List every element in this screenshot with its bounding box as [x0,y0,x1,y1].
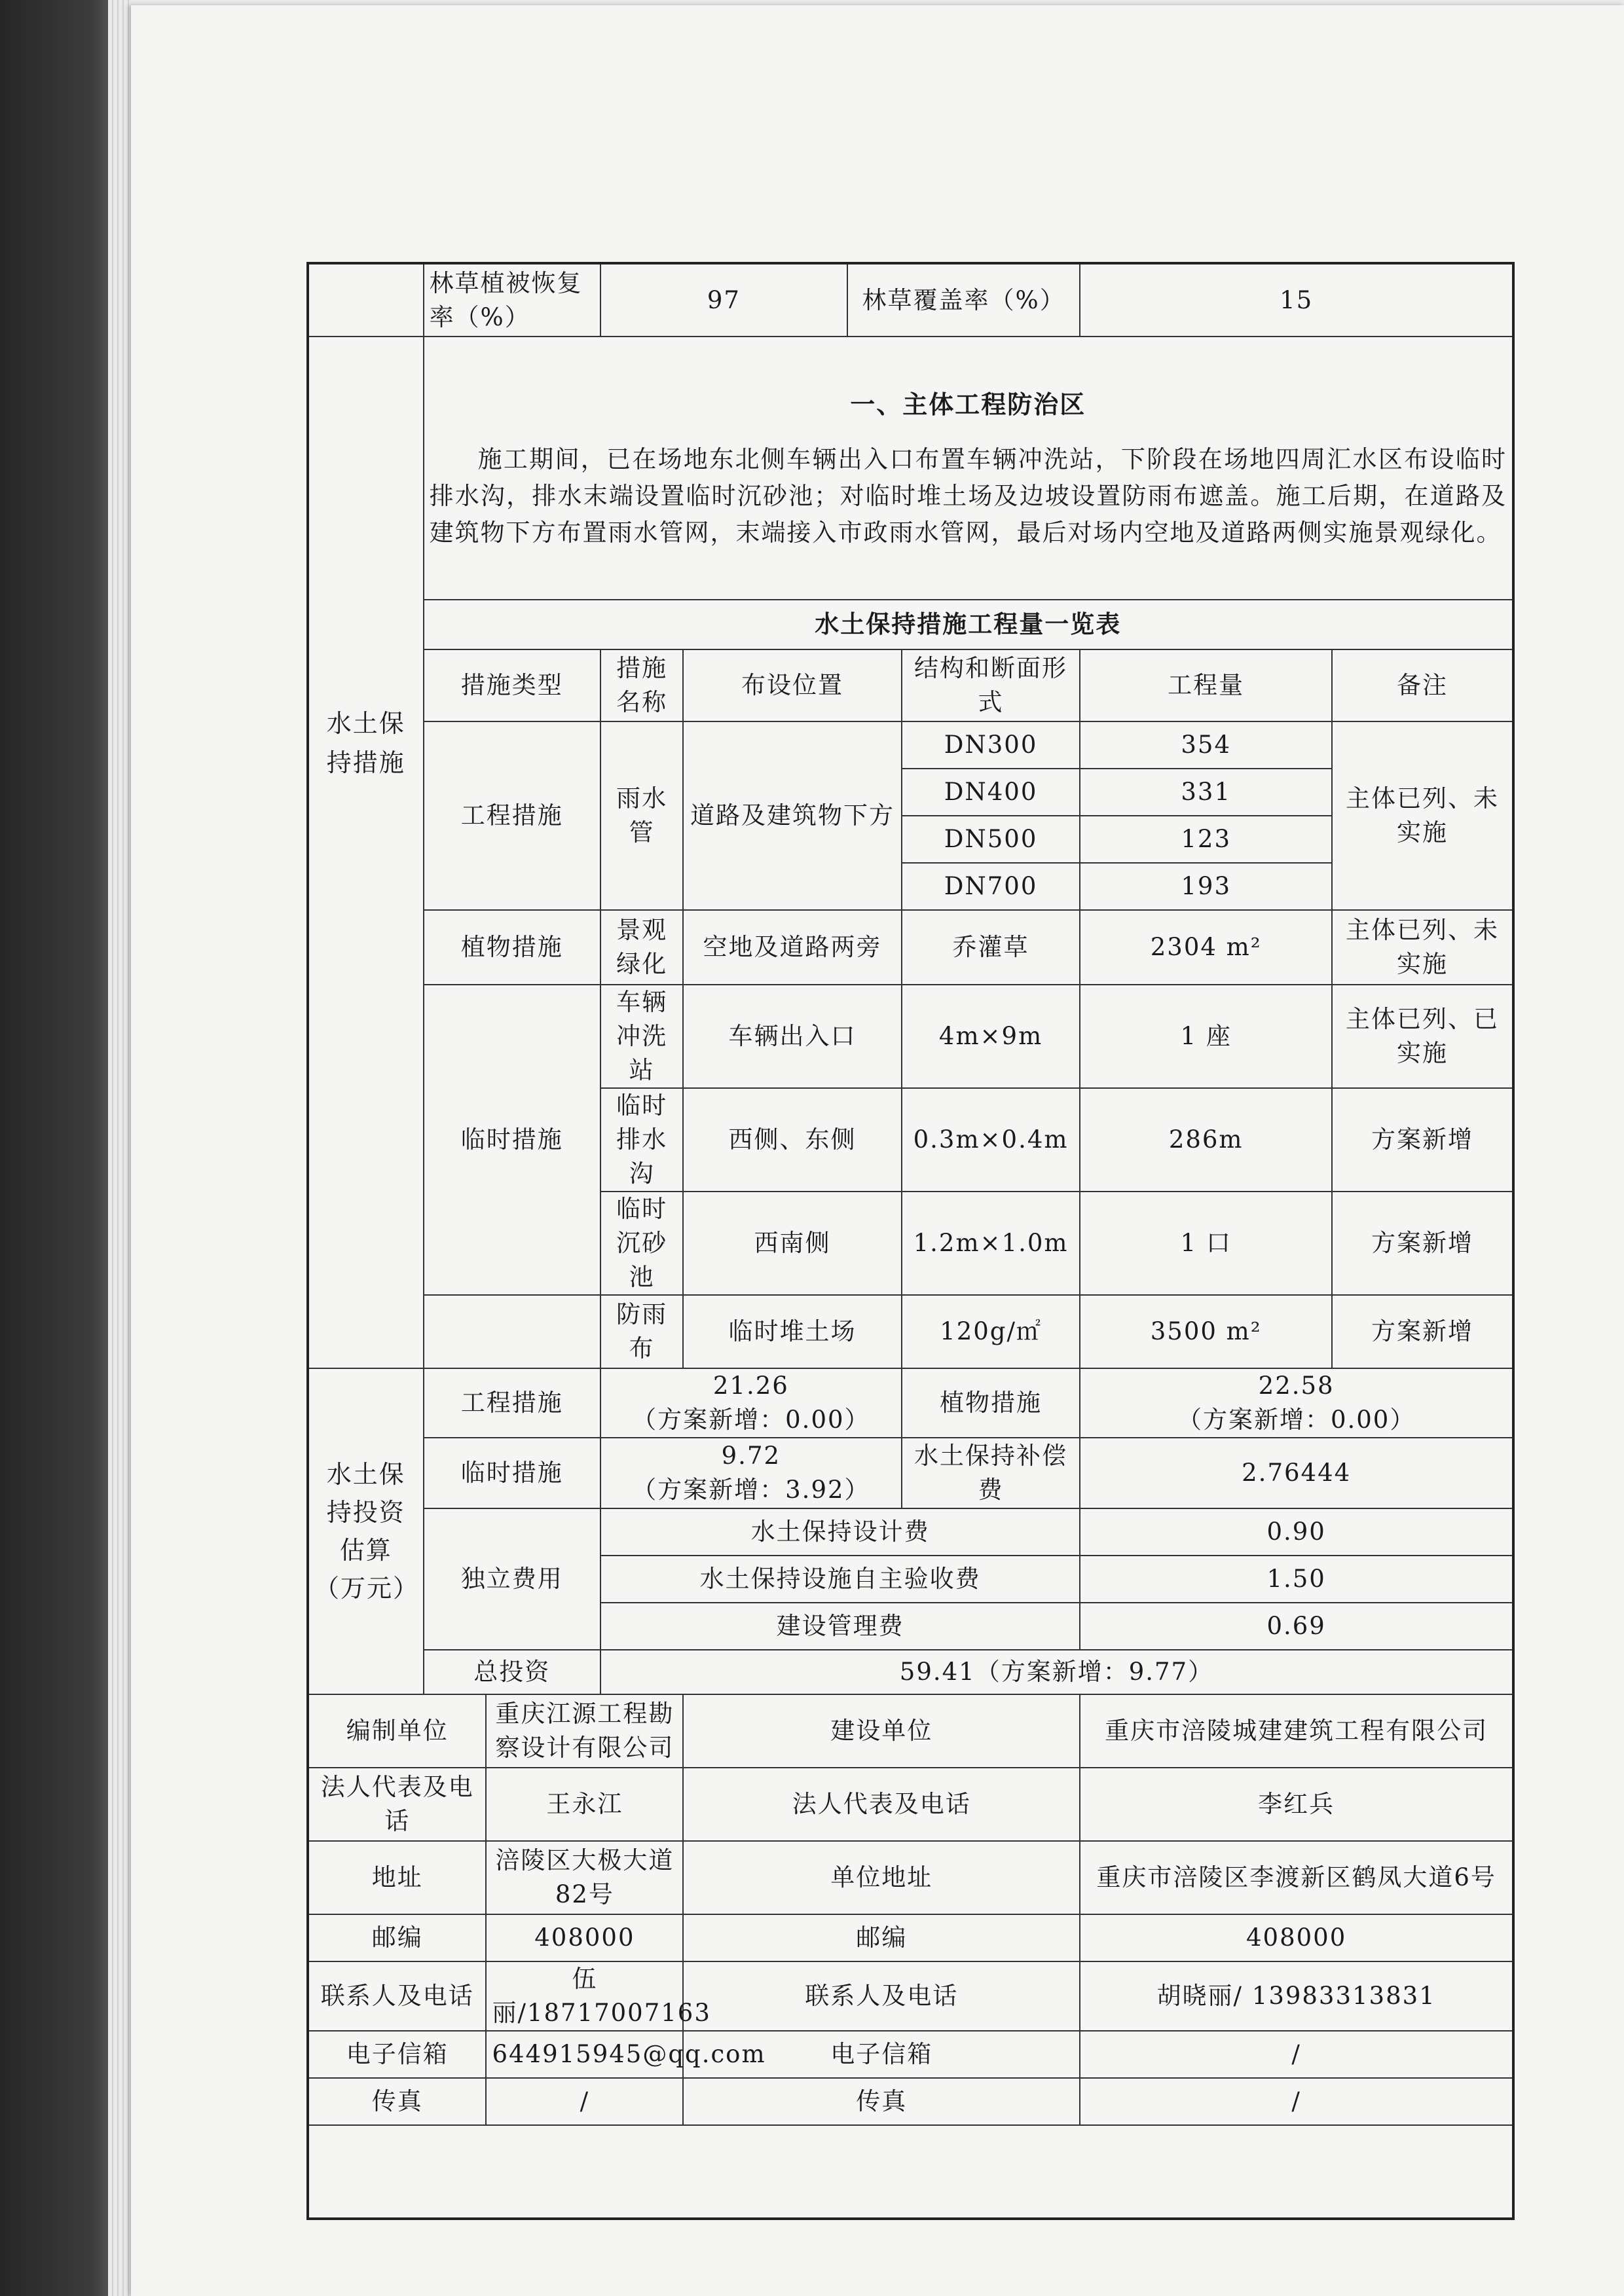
engineering-note: 主体已列、未实施 [1332,721,1513,910]
engineering-qty: 123 [1080,816,1332,863]
coverage-rate-value: 15 [1080,263,1513,337]
fax-right-value: / [1080,2078,1513,2125]
contact-right-value: 胡晓丽/ 13983313831 [1080,1961,1513,2031]
temporary-location: 西南侧 [683,1192,902,1295]
fax-label: 传真 [308,2078,486,2125]
contact-row [308,2031,1513,2078]
blank-footer-row [308,2125,1513,2219]
engineering-name: 雨水管 [600,721,683,910]
investment-row [308,1508,1513,1556]
scan-binding-shadow [0,0,115,2296]
plant-spec: 乔灌草 [902,910,1080,985]
coverage-rate-label: 林草覆盖率（%） [847,263,1080,337]
plant-qty: 2304 m² [1080,910,1332,985]
investment-engineering-label: 工程措施 [424,1368,600,1438]
prep-unit-value: 重庆江源工程勘察设计有限公司 [486,1694,683,1768]
temporary-note: 方案新增 [1332,1192,1513,1295]
unit-address-label: 单位地址 [683,1841,1080,1914]
investment-engineering-value [600,1368,902,1438]
investment-item-label: 水土保持设计费 [600,1508,1080,1556]
legal-rep-left-value: 王永江 [486,1768,683,1841]
investment-temporary-label: 临时措施 [424,1438,600,1508]
engineering-type: 工程措施 [424,721,600,910]
investment-engineering-new: （方案新增：0.00） [632,1406,870,1434]
engineering-qty: 354 [1080,721,1332,769]
investment-item-label: 建设管理费 [600,1603,1080,1650]
temporary-qty: 1 口 [1080,1192,1332,1295]
investment-total-row [308,1650,1513,1694]
engineering-spec: DN300 [902,721,1080,769]
investment-row [308,1368,1513,1438]
address-label: 地址 [308,1841,486,1914]
contact-row [308,1694,1513,1768]
engineering-qty: 331 [1080,769,1332,816]
investment-independent-label: 独立费用 [424,1508,600,1650]
email-label: 电子信箱 [308,2031,486,2078]
email-left-value: 644915945@qq.com [486,2031,683,2078]
temporary-spec: 120g/㎡ [902,1295,1080,1368]
address-right-value: 重庆市涪陵区李渡新区鹤凤大道6号 [1080,1841,1513,1914]
contact-right-label: 联系人及电话 [683,1961,1080,2031]
table-header-row [308,649,1513,721]
address-left-value: 涪陵区大极大道82号 [486,1841,683,1914]
plant-note: 主体已列、未实施 [1332,910,1513,985]
legal-rep-right-label: 法人代表及电话 [683,1768,1080,1841]
temporary-spec: 4m×9m [902,985,1080,1088]
investment-temporary-new: （方案新增：3.92） [632,1476,870,1504]
blank-cell [308,263,424,337]
investment-plant-label: 植物措施 [902,1368,1080,1438]
temporary-name: 防雨布 [600,1295,683,1368]
table-row [308,721,1513,769]
table-row [308,910,1513,985]
table-row [308,985,1513,1088]
investment-row [308,1438,1513,1508]
contact-row [308,1914,1513,1961]
investment-compensation-label: 水土保持补偿费 [902,1438,1080,1508]
contact-left-value: 伍丽/18717007163 [486,1961,683,2031]
fax-left-value: / [486,2078,683,2125]
temporary-name: 车辆冲洗站 [600,985,683,1088]
investment-item-value: 0.69 [1080,1603,1513,1650]
investment-engineering-amount: 21.26 [712,1372,789,1400]
engineering-spec: DN400 [902,769,1080,816]
temporary-name: 临时沉砂池 [600,1192,683,1295]
plant-type: 植物措施 [424,910,600,985]
temporary-type: 临时措施 [424,985,600,1295]
contact-row [308,1768,1513,1841]
engineering-spec: DN700 [902,863,1080,910]
coverage-row [308,263,1513,337]
table-title: 水土保持措施工程量一览表 [424,600,1513,649]
investment-plant-value [1080,1368,1513,1438]
contact-label: 联系人及电话 [308,1961,486,2031]
investment-compensation-value: 2.76444 [1080,1438,1513,1508]
engineering-qty: 193 [1080,863,1332,910]
build-unit-label: 建设单位 [683,1694,1080,1768]
investment-temporary-amount: 9.72 [721,1442,781,1470]
contact-row [308,1841,1513,1914]
header-type: 措施类型 [424,649,600,721]
investment-plant-new: （方案新增：0.00） [1177,1406,1416,1434]
postcode-right-value: 408000 [1080,1914,1513,1961]
temporary-qty: 3500 m² [1080,1295,1332,1368]
engineering-location: 道路及建筑物下方 [683,721,902,910]
header-structure: 结构和断面形式 [902,649,1080,721]
engineering-spec: DN500 [902,816,1080,863]
measures-side-label: 水土保持措施 [308,337,424,1368]
plant-location: 空地及道路两旁 [683,910,902,985]
investment-total-label: 总投资 [424,1650,600,1694]
restoration-rate-value: 97 [600,263,847,337]
soil-conservation-table [306,262,1515,2220]
measures-description [424,337,1513,600]
header-note: 备注 [1332,649,1513,721]
investment-temporary-value [600,1438,902,1508]
temporary-qty: 286m [1080,1088,1332,1192]
postcode-right-label: 邮编 [683,1914,1080,1961]
contact-row [308,2078,1513,2125]
temporary-note: 方案新增 [1332,1088,1513,1192]
header-name: 措施名称 [600,649,683,721]
section-heading: 一、主体工程防治区 [850,390,1086,419]
prep-unit-label: 编制单位 [308,1694,486,1768]
contact-row [308,1961,1513,2031]
build-unit-value: 重庆市涪陵城建建筑工程有限公司 [1080,1694,1513,1768]
investment-item-value: 0.90 [1080,1508,1513,1556]
legal-rep-label: 法人代表及电话 [308,1768,486,1841]
temporary-note: 方案新增 [1332,1295,1513,1368]
temporary-qty: 1 座 [1080,985,1332,1088]
investment-item-value: 1.50 [1080,1556,1513,1603]
temporary-spec: 0.3m×0.4m [902,1088,1080,1192]
temporary-note: 主体已列、已实施 [1332,985,1513,1088]
section-paragraph: 施工期间，已在场地东北侧车辆出入口布置车辆冲洗站，下阶段在场地四周汇水区布设临时排水沟，排水末端设置临时沉砂池；对临时堆土场及边坡设置防雨布遮盖。施工后期，在道路及建筑物下方布置雨水管网，末端接入市政雨水管网，最后对场内空地及道路两侧实施景观绿化。 [429,445,1507,547]
email-right-value: / [1080,2031,1513,2078]
restoration-rate-label: 林草植被恢复率（%） [424,263,600,337]
email-right-label: 电子信箱 [683,2031,1080,2078]
blank-cell [424,1295,600,1368]
investment-side-label: 水土保持投资估算（万元） [308,1368,424,1694]
investment-item-label: 水土保持设施自主验收费 [600,1556,1080,1603]
temporary-location: 临时堆土场 [683,1295,902,1368]
header-location: 布设位置 [683,649,902,721]
postcode-left-value: 408000 [486,1914,683,1961]
investment-total-value: 59.41（方案新增：9.77） [600,1650,1513,1694]
investment-plant-amount: 22.58 [1258,1372,1335,1400]
blank-cell [308,2125,1513,2219]
plant-name: 景观绿化 [600,910,683,985]
temporary-spec: 1.2m×1.0m [902,1192,1080,1295]
temporary-location: 西侧、东侧 [683,1088,902,1192]
table-row [308,1295,1513,1368]
legal-rep-right-value: 李红兵 [1080,1768,1513,1841]
postcode-label: 邮编 [308,1914,486,1961]
header-quantity: 工程量 [1080,649,1332,721]
fax-right-label: 传真 [683,2078,1080,2125]
temporary-name: 临时排水沟 [600,1088,683,1192]
temporary-location: 车辆出入口 [683,985,902,1088]
